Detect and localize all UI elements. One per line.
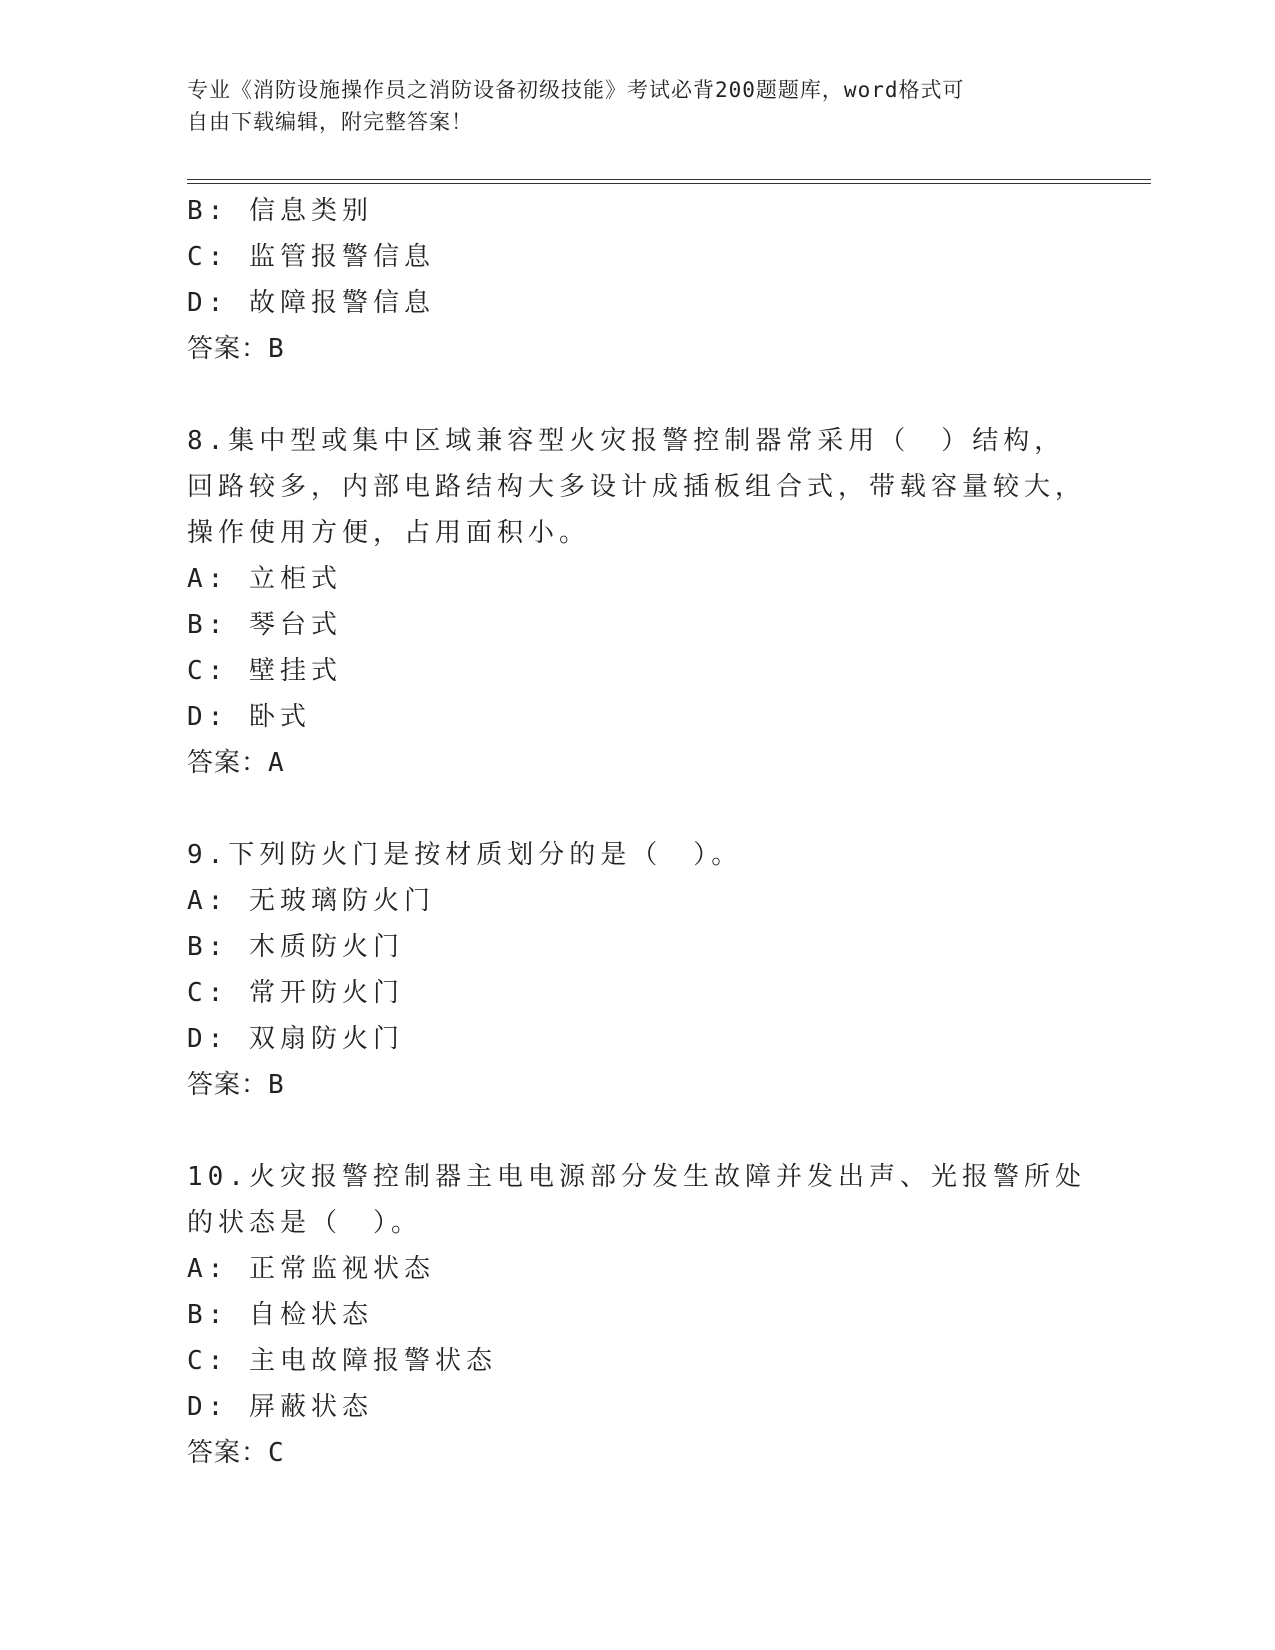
option-b: B: 琴台式 bbox=[187, 610, 342, 640]
spacer bbox=[187, 1108, 1087, 1154]
question-9 bbox=[187, 832, 1087, 1108]
option-a: A: 正常监视状态 bbox=[187, 1254, 435, 1284]
option-a: A: 立柜式 bbox=[187, 564, 342, 594]
question-8 bbox=[187, 418, 1087, 786]
option-d: D: 卧式 bbox=[187, 702, 311, 732]
header-title-line2: 自由下载编辑，附完整答案！ bbox=[187, 110, 473, 134]
spacer bbox=[187, 786, 1087, 832]
question-10 bbox=[187, 1154, 1087, 1476]
document-content bbox=[187, 188, 1087, 1476]
answer-line: 答案：B bbox=[187, 1070, 285, 1100]
option-c: C: 常开防火门 bbox=[187, 978, 404, 1008]
question-7-continued bbox=[187, 188, 1087, 372]
option-d: D: 故障报警信息 bbox=[187, 288, 435, 318]
answer-line: 答案：C bbox=[187, 1438, 285, 1468]
option-b: B: 木质防火门 bbox=[187, 932, 404, 962]
option-c: C: 壁挂式 bbox=[187, 656, 342, 686]
question-stem: 8.集中型或集中区域兼容型火灾报警控制器常采用（ ）结构，回路较多，内部电路结构大多设计成插板组合式，带载容量较大，操作使用方便，占用面积小。 bbox=[187, 426, 1087, 548]
header-divider-top bbox=[187, 179, 1151, 180]
question-stem: 9.下列防火门是按材质划分的是（ ）。 bbox=[187, 840, 743, 870]
header-title-line1: 专业《消防设施操作员之消防设备初级技能》考试必背200题题库，word格式可 bbox=[187, 78, 965, 102]
option-b: B: 信息类别 bbox=[187, 196, 373, 226]
question-stem: 10.火灾报警控制器主电电源部分发生故障并发出声、光报警所处的状态是（ ）。 bbox=[187, 1162, 1086, 1238]
header-divider-bottom bbox=[187, 183, 1151, 184]
option-c: C: 监管报警信息 bbox=[187, 242, 435, 272]
option-c: C: 主电故障报警状态 bbox=[187, 1346, 497, 1376]
option-d: D: 双扇防火门 bbox=[187, 1024, 404, 1054]
answer-line: 答案：B bbox=[187, 334, 285, 364]
spacer bbox=[187, 372, 1087, 418]
page-header bbox=[187, 74, 1087, 138]
option-b: B: 自检状态 bbox=[187, 1300, 373, 1330]
option-d: D: 屏蔽状态 bbox=[187, 1392, 373, 1422]
option-a: A: 无玻璃防火门 bbox=[187, 886, 435, 916]
answer-line: 答案：A bbox=[187, 748, 285, 778]
